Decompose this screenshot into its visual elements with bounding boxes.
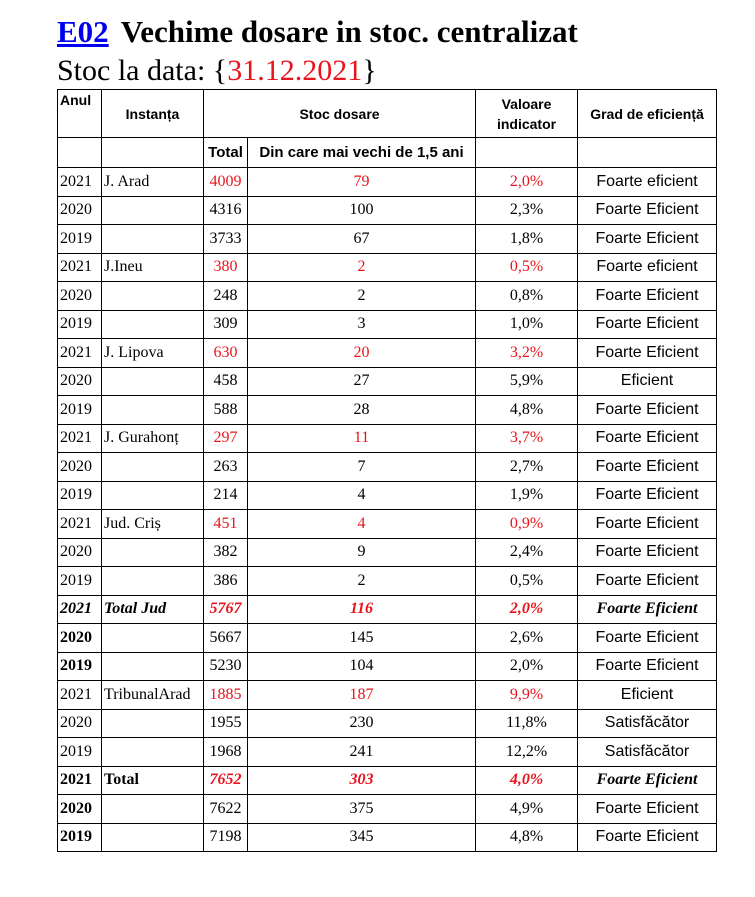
table-row bbox=[58, 681, 717, 710]
header-stock: Stoc dosare bbox=[204, 90, 476, 138]
indicator-cell: 9,9% bbox=[476, 681, 578, 710]
table-row bbox=[58, 168, 717, 197]
total-cell: 588 bbox=[204, 396, 248, 425]
grade-cell: Foarte Eficient bbox=[578, 595, 717, 624]
older-cell: 7 bbox=[248, 453, 476, 482]
instance-cell bbox=[102, 738, 204, 767]
indicator-cell: 2,0% bbox=[476, 652, 578, 681]
grade-cell: Foarte Eficient bbox=[578, 396, 717, 425]
older-cell: 241 bbox=[248, 738, 476, 767]
total-cell: 1955 bbox=[204, 709, 248, 738]
stock-date-closing: } bbox=[362, 54, 377, 87]
subheader-empty-indicator bbox=[476, 138, 578, 168]
stock-date-line bbox=[57, 53, 578, 89]
table-row bbox=[58, 795, 717, 824]
year-cell: 2021 bbox=[58, 253, 102, 282]
grade-cell: Foarte Eficient bbox=[578, 652, 717, 681]
grade-cell: Foarte eficient bbox=[578, 168, 717, 197]
instance-cell: Total Jud bbox=[102, 595, 204, 624]
older-cell: 303 bbox=[248, 766, 476, 795]
instance-cell: TribunalArad bbox=[102, 681, 204, 710]
report-title: Vechime dosare in stoc. centralizat bbox=[120, 14, 578, 49]
indicator-cell: 2,3% bbox=[476, 196, 578, 225]
older-cell: 2 bbox=[248, 282, 476, 311]
table-row bbox=[58, 538, 717, 567]
grade-cell: Satisfăcător bbox=[578, 709, 717, 738]
year-cell: 2021 bbox=[58, 168, 102, 197]
total-cell: 214 bbox=[204, 481, 248, 510]
older-cell: 100 bbox=[248, 196, 476, 225]
grade-cell: Foarte Eficient bbox=[578, 624, 717, 653]
older-cell: 104 bbox=[248, 652, 476, 681]
grade-cell: Foarte Eficient bbox=[578, 339, 717, 368]
older-cell: 2 bbox=[248, 253, 476, 282]
table-row bbox=[58, 253, 717, 282]
header-older: Din care mai vechi de 1,5 ani bbox=[248, 138, 476, 168]
stock-date-value: 31.12.2021 bbox=[227, 54, 363, 87]
subheader-empty-grade bbox=[578, 138, 717, 168]
instance-cell bbox=[102, 282, 204, 311]
instance-cell: J.Ineu bbox=[102, 253, 204, 282]
year-cell: 2019 bbox=[58, 567, 102, 596]
total-cell: 263 bbox=[204, 453, 248, 482]
header-total: Total bbox=[204, 138, 248, 168]
grade-cell: Foarte Eficient bbox=[578, 481, 717, 510]
instance-cell bbox=[102, 652, 204, 681]
older-cell: 79 bbox=[248, 168, 476, 197]
older-cell: 27 bbox=[248, 367, 476, 396]
instance-cell bbox=[102, 310, 204, 339]
table-row bbox=[58, 709, 717, 738]
year-cell: 2020 bbox=[58, 795, 102, 824]
indicator-cell: 0,8% bbox=[476, 282, 578, 311]
instance-cell bbox=[102, 453, 204, 482]
instance-cell bbox=[102, 225, 204, 254]
year-cell: 2020 bbox=[58, 709, 102, 738]
grade-cell: Foarte Eficient bbox=[578, 538, 717, 567]
year-cell: 2020 bbox=[58, 453, 102, 482]
instance-cell bbox=[102, 196, 204, 225]
table-row bbox=[58, 738, 717, 767]
indicator-cell: 12,2% bbox=[476, 738, 578, 767]
table-row bbox=[58, 652, 717, 681]
year-cell: 2021 bbox=[58, 766, 102, 795]
total-cell: 382 bbox=[204, 538, 248, 567]
year-cell: 2020 bbox=[58, 282, 102, 311]
older-cell: 28 bbox=[248, 396, 476, 425]
instance-cell bbox=[102, 709, 204, 738]
instance-cell bbox=[102, 481, 204, 510]
year-cell: 2019 bbox=[58, 738, 102, 767]
grade-cell: Foarte Eficient bbox=[578, 823, 717, 852]
header-indicator: Valoare indicator bbox=[476, 90, 578, 138]
older-cell: 145 bbox=[248, 624, 476, 653]
older-cell: 2 bbox=[248, 567, 476, 596]
table-row bbox=[58, 396, 717, 425]
year-cell: 2019 bbox=[58, 225, 102, 254]
table-subheader-row bbox=[58, 138, 717, 168]
total-cell: 5230 bbox=[204, 652, 248, 681]
grade-cell: Foarte Eficient bbox=[578, 310, 717, 339]
total-cell: 1885 bbox=[204, 681, 248, 710]
table-row bbox=[58, 481, 717, 510]
year-cell: 2020 bbox=[58, 367, 102, 396]
older-cell: 3 bbox=[248, 310, 476, 339]
stock-date-label: Stoc la data: { bbox=[57, 54, 228, 87]
table-row bbox=[58, 567, 717, 596]
grade-cell: Foarte Eficient bbox=[578, 196, 717, 225]
older-cell: 9 bbox=[248, 538, 476, 567]
indicator-cell: 3,7% bbox=[476, 424, 578, 453]
year-cell: 2019 bbox=[58, 823, 102, 852]
indicator-cell: 2,0% bbox=[476, 595, 578, 624]
table-row bbox=[58, 310, 717, 339]
instance-cell bbox=[102, 823, 204, 852]
table-row bbox=[58, 225, 717, 254]
total-cell: 458 bbox=[204, 367, 248, 396]
indicator-cell: 0,5% bbox=[476, 253, 578, 282]
year-cell: 2019 bbox=[58, 652, 102, 681]
total-cell: 309 bbox=[204, 310, 248, 339]
indicator-cell: 2,7% bbox=[476, 453, 578, 482]
grade-cell: Foarte Eficient bbox=[578, 766, 717, 795]
older-cell: 230 bbox=[248, 709, 476, 738]
header-year: Anul bbox=[58, 90, 102, 138]
stock-table bbox=[57, 89, 717, 852]
instance-cell: J. Lipova bbox=[102, 339, 204, 368]
total-cell: 248 bbox=[204, 282, 248, 311]
total-cell: 297 bbox=[204, 424, 248, 453]
grade-cell: Eficient bbox=[578, 681, 717, 710]
table-header-row bbox=[58, 90, 717, 138]
total-cell: 7198 bbox=[204, 823, 248, 852]
grade-cell: Foarte Eficient bbox=[578, 795, 717, 824]
older-cell: 67 bbox=[248, 225, 476, 254]
instance-cell bbox=[102, 624, 204, 653]
indicator-cell: 2,6% bbox=[476, 624, 578, 653]
year-cell: 2019 bbox=[58, 396, 102, 425]
grade-cell: Foarte Eficient bbox=[578, 225, 717, 254]
table-row bbox=[58, 595, 717, 624]
total-cell: 4316 bbox=[204, 196, 248, 225]
indicator-cell: 2,0% bbox=[476, 168, 578, 197]
grade-cell: Foarte eficient bbox=[578, 253, 717, 282]
instance-cell bbox=[102, 538, 204, 567]
instance-cell bbox=[102, 567, 204, 596]
indicator-cell: 4,9% bbox=[476, 795, 578, 824]
total-cell: 380 bbox=[204, 253, 248, 282]
total-cell: 4009 bbox=[204, 168, 248, 197]
indicator-cell: 1,0% bbox=[476, 310, 578, 339]
indicator-cell: 1,8% bbox=[476, 225, 578, 254]
instance-cell: J. Gurahonț bbox=[102, 424, 204, 453]
older-cell: 187 bbox=[248, 681, 476, 710]
grade-cell: Foarte Eficient bbox=[578, 282, 717, 311]
total-cell: 3733 bbox=[204, 225, 248, 254]
indicator-cell: 4,8% bbox=[476, 396, 578, 425]
indicator-cell: 1,9% bbox=[476, 481, 578, 510]
year-cell: 2021 bbox=[58, 424, 102, 453]
total-cell: 7652 bbox=[204, 766, 248, 795]
total-cell: 451 bbox=[204, 510, 248, 539]
year-cell: 2021 bbox=[58, 510, 102, 539]
indicator-cell: 0,5% bbox=[476, 567, 578, 596]
table-row bbox=[58, 823, 717, 852]
header-grade: Grad de eficiență bbox=[578, 90, 717, 138]
report-code-link[interactable]: E02 bbox=[57, 14, 109, 49]
table-row bbox=[58, 196, 717, 225]
grade-cell: Foarte Eficient bbox=[578, 510, 717, 539]
indicator-cell: 3,2% bbox=[476, 339, 578, 368]
header-instance: Instanța bbox=[102, 90, 204, 138]
total-cell: 386 bbox=[204, 567, 248, 596]
table-row bbox=[58, 510, 717, 539]
page-header bbox=[57, 12, 578, 89]
instance-cell bbox=[102, 367, 204, 396]
indicator-cell: 5,9% bbox=[476, 367, 578, 396]
grade-cell: Foarte Eficient bbox=[578, 424, 717, 453]
table-row bbox=[58, 453, 717, 482]
indicator-cell: 4,0% bbox=[476, 766, 578, 795]
page-title bbox=[57, 12, 578, 52]
older-cell: 116 bbox=[248, 595, 476, 624]
older-cell: 11 bbox=[248, 424, 476, 453]
table-row bbox=[58, 424, 717, 453]
older-cell: 345 bbox=[248, 823, 476, 852]
subheader-empty-instance bbox=[102, 138, 204, 168]
instance-cell: Total bbox=[102, 766, 204, 795]
table-row bbox=[58, 339, 717, 368]
older-cell: 375 bbox=[248, 795, 476, 824]
year-cell: 2021 bbox=[58, 681, 102, 710]
instance-cell bbox=[102, 396, 204, 425]
grade-cell: Satisfăcător bbox=[578, 738, 717, 767]
instance-cell bbox=[102, 795, 204, 824]
older-cell: 20 bbox=[248, 339, 476, 368]
table-row bbox=[58, 766, 717, 795]
year-cell: 2021 bbox=[58, 339, 102, 368]
grade-cell: Foarte Eficient bbox=[578, 453, 717, 482]
grade-cell: Eficient bbox=[578, 367, 717, 396]
subheader-empty-year bbox=[58, 138, 102, 168]
table-row bbox=[58, 367, 717, 396]
instance-cell: J. Arad bbox=[102, 168, 204, 197]
grade-cell: Foarte Eficient bbox=[578, 567, 717, 596]
total-cell: 5767 bbox=[204, 595, 248, 624]
year-cell: 2019 bbox=[58, 310, 102, 339]
year-cell: 2020 bbox=[58, 624, 102, 653]
indicator-cell: 4,8% bbox=[476, 823, 578, 852]
table-row bbox=[58, 282, 717, 311]
older-cell: 4 bbox=[248, 481, 476, 510]
indicator-cell: 11,8% bbox=[476, 709, 578, 738]
instance-cell: Jud. Criș bbox=[102, 510, 204, 539]
year-cell: 2020 bbox=[58, 196, 102, 225]
year-cell: 2019 bbox=[58, 481, 102, 510]
year-cell: 2021 bbox=[58, 595, 102, 624]
indicator-cell: 0,9% bbox=[476, 510, 578, 539]
total-cell: 7622 bbox=[204, 795, 248, 824]
older-cell: 4 bbox=[248, 510, 476, 539]
total-cell: 5667 bbox=[204, 624, 248, 653]
table-row bbox=[58, 624, 717, 653]
total-cell: 1968 bbox=[204, 738, 248, 767]
indicator-cell: 2,4% bbox=[476, 538, 578, 567]
year-cell: 2020 bbox=[58, 538, 102, 567]
total-cell: 630 bbox=[204, 339, 248, 368]
